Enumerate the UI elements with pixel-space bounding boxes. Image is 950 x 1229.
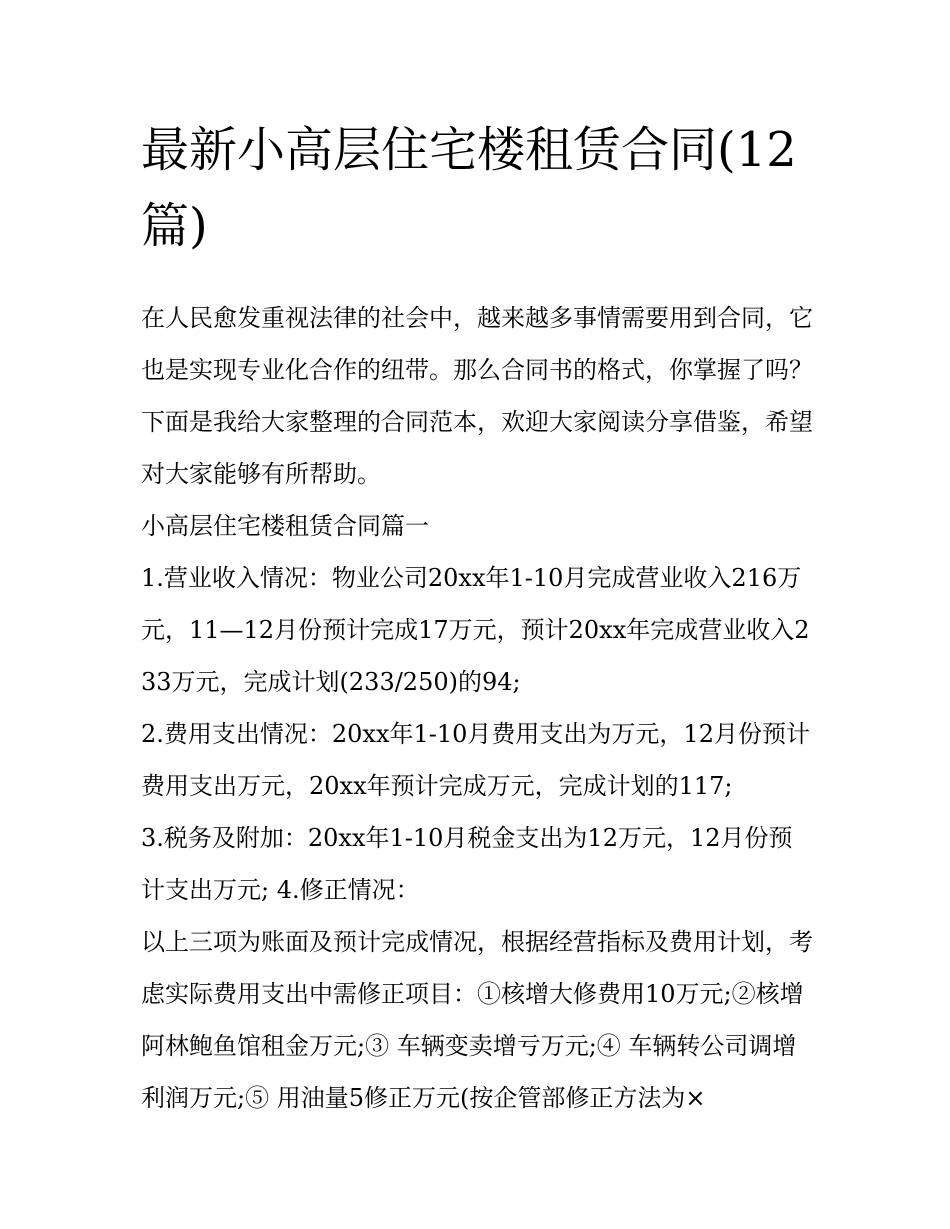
tax-paragraph: 3.税务及附加：20xx年1-10月税金支出为12万元，12月份预计支出万元; 4.修正情况： <box>141 824 793 904</box>
correction-paragraph: 以上三项为账面及预计完成情况，根据经营指标及费用计划，考虑实际费用支出中需修正项目：①核增大修费用10万元;②核增阿林鲍鱼馆租金万元;③ 车辆变卖增亏万元;④ 车辆转公司调增利润万元;⑤ 用油量5修正万元(按企管部修正方法为× <box>141 928 813 1112</box>
expense-paragraph: 2.费用支出情况：20xx年1-10月费用支出为万元，12月份预计费用支出万元，20xx年预计完成万元，完成计划的117; <box>141 720 810 800</box>
section-heading: 小高层住宅楼租赁合同篇一 <box>141 512 429 540</box>
document-body <box>141 292 813 1124</box>
document-title: 最新小高层住宅楼租赁合同(12篇) <box>141 122 797 254</box>
intro-paragraph: 在人民愈发重视法律的社会中，越来越多事情需要用到合同，它也是实现专业化合作的纽带。那么合同书的格式，你掌握了吗？下面是我给大家整理的合同范本，欢迎大家阅读分享借鉴，希望对大家能够有所帮助。 <box>141 304 813 488</box>
revenue-paragraph: 1.营业收入情况：物业公司20xx年1-10月完成营业收入216万元，11—12月份预计完成17万元，预计20xx年完成营业收入233万元，完成计划(233/250)的94; <box>141 564 810 696</box>
document-content <box>141 112 813 1124</box>
